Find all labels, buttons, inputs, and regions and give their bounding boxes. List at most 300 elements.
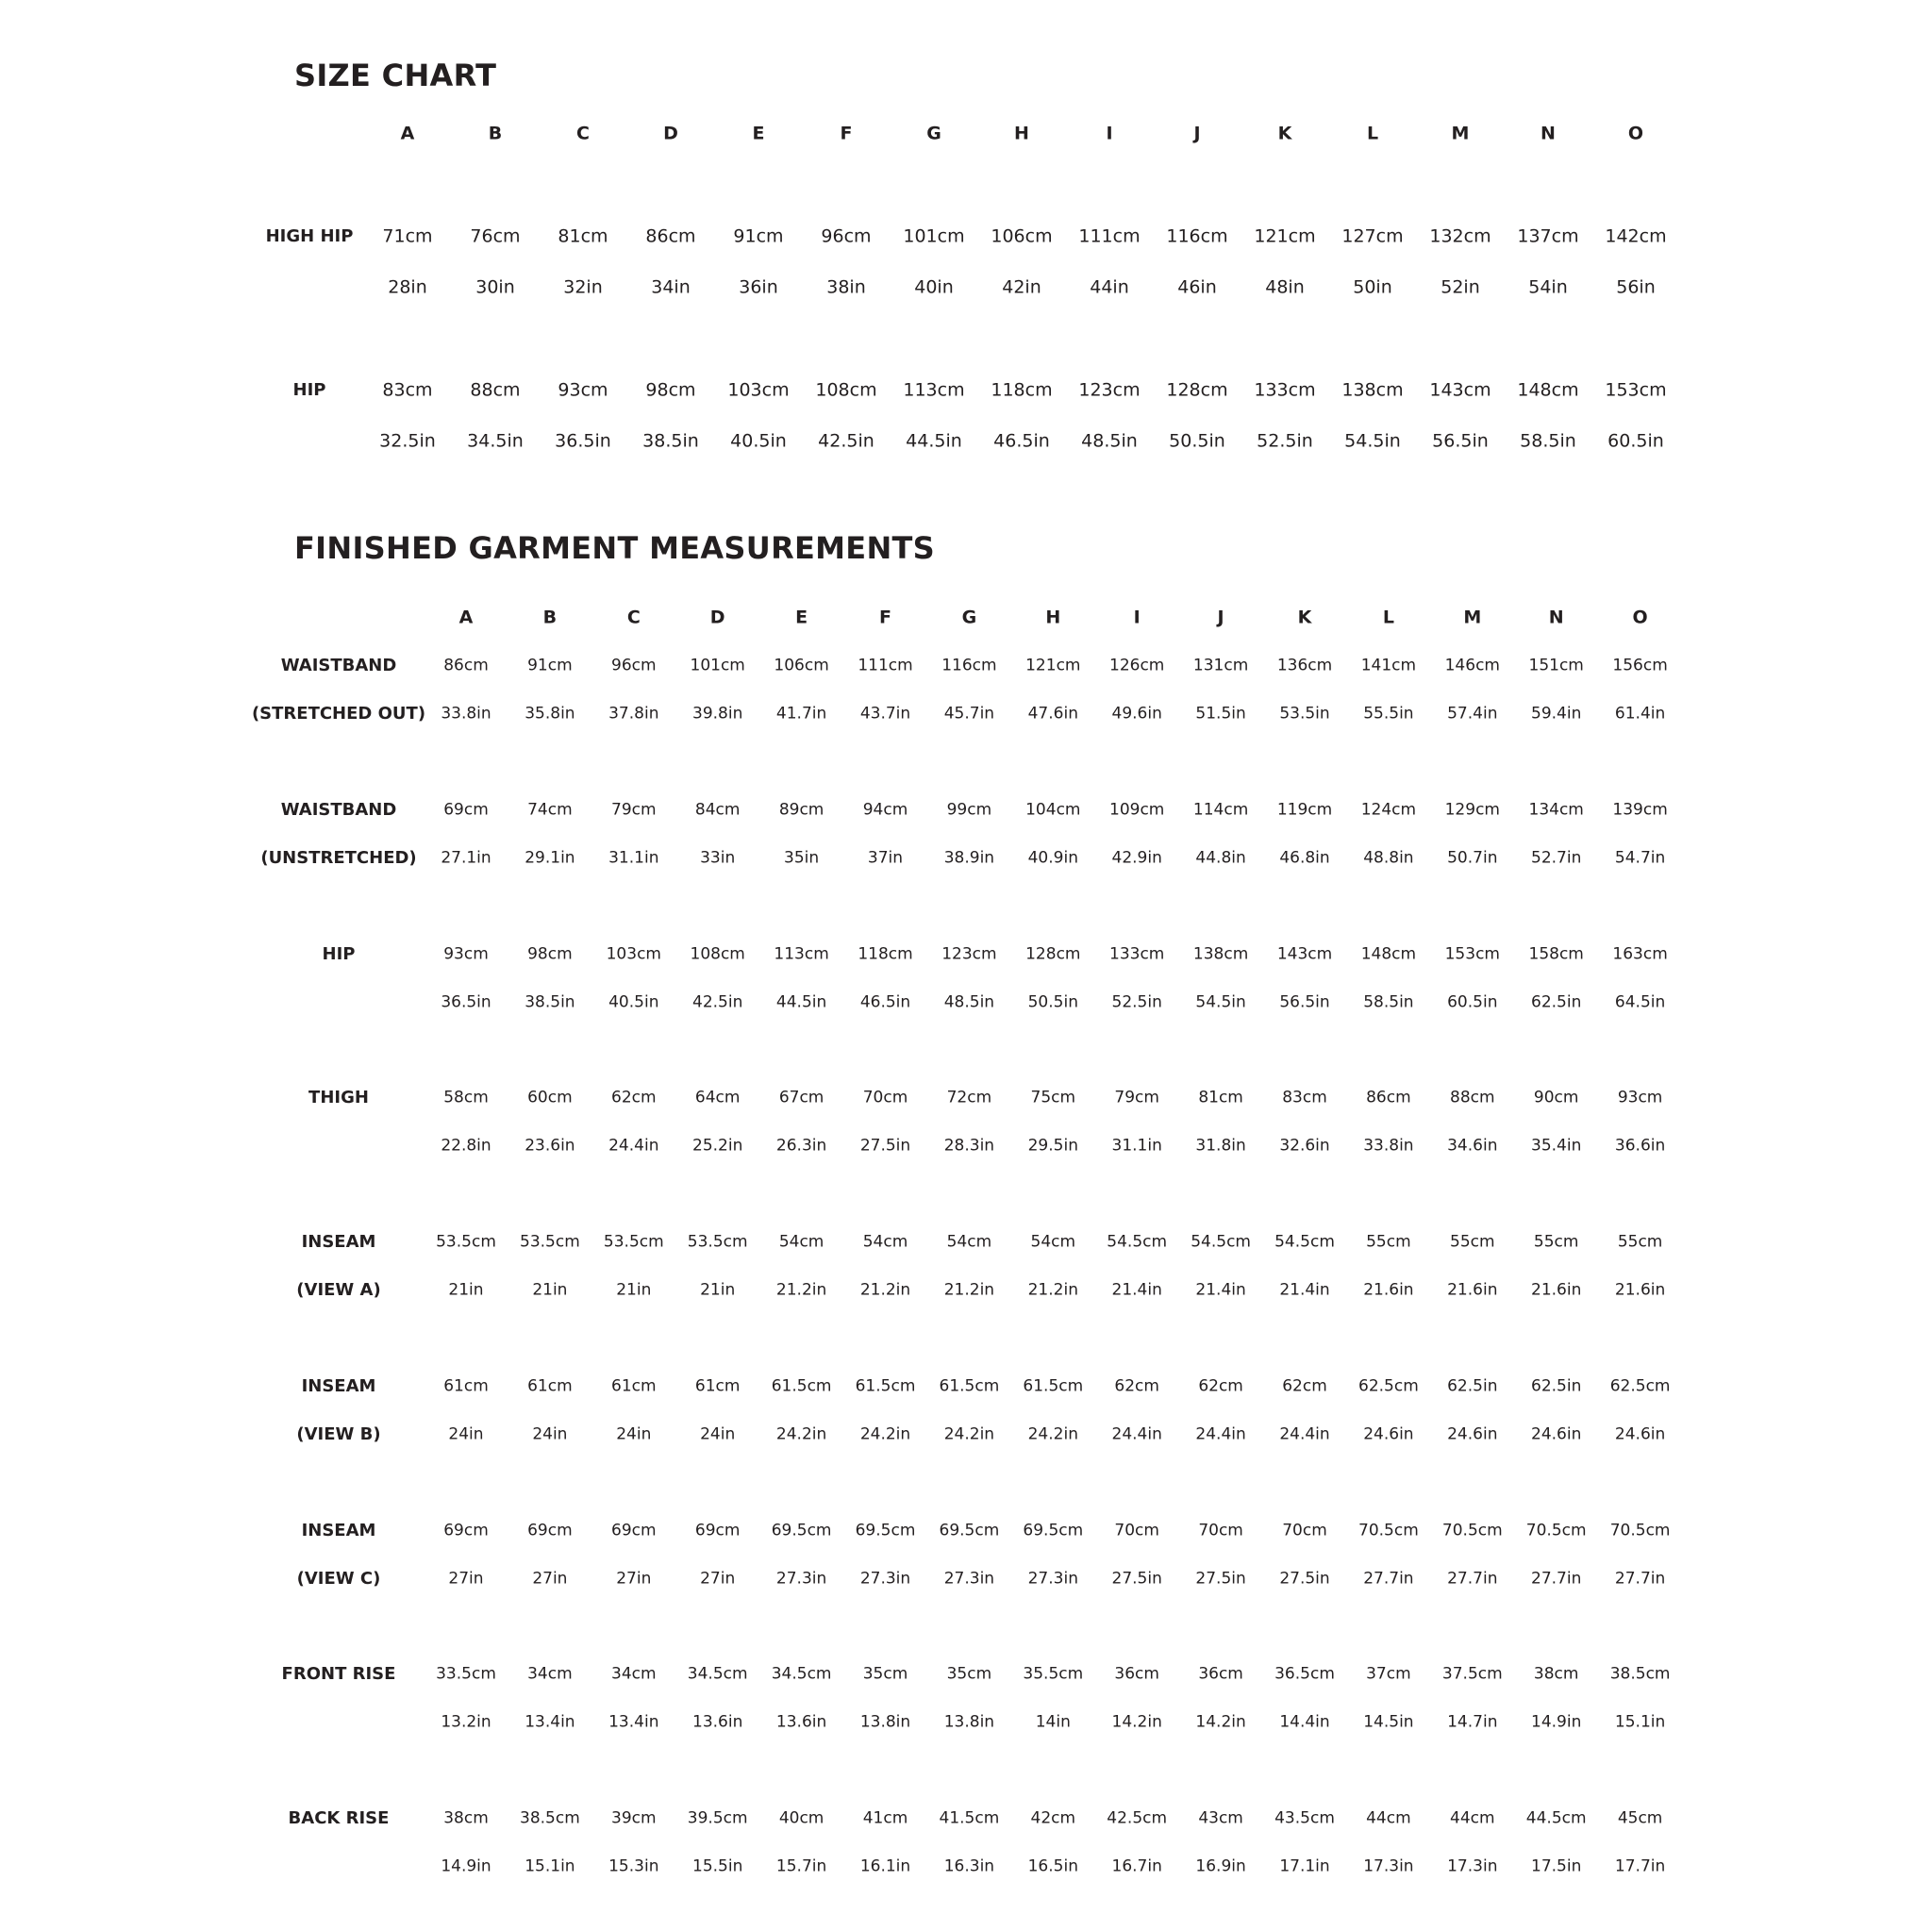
in-value: 29.1in — [525, 848, 575, 868]
in-value: 35.4in — [1531, 1136, 1582, 1156]
cm-value: 62cm — [611, 1088, 657, 1107]
cm-value: 98cm — [645, 379, 696, 401]
in-value: 13.8in — [859, 1712, 911, 1732]
in-value: 57.4in — [1447, 704, 1498, 724]
in-value: 60.5in — [1447, 992, 1498, 1011]
in-value: 36.5in — [441, 992, 491, 1011]
in-value: 27.7in — [1447, 1569, 1498, 1588]
in-value: 24.4in — [608, 1136, 659, 1156]
size-header: O — [1632, 607, 1648, 628]
in-value: 61.4in — [1614, 704, 1666, 724]
size-header: B — [488, 123, 503, 144]
in-value: 34in — [651, 276, 691, 298]
size-header: E — [752, 123, 765, 144]
in-value: 21.6in — [1614, 1280, 1666, 1300]
in-value: 17.1in — [1279, 1856, 1330, 1876]
in-value: 46.5in — [993, 430, 1050, 452]
cm-value: 96cm — [821, 225, 872, 247]
cm-value: 143cm — [1276, 944, 1333, 963]
cm-value: 138cm — [1192, 944, 1249, 963]
in-value: 26.3in — [775, 1136, 827, 1156]
size-header: D — [709, 607, 725, 628]
in-value: 39.8in — [692, 704, 743, 724]
cm-value: 36.5cm — [1274, 1664, 1335, 1684]
size-header: N — [1541, 123, 1556, 144]
cm-value: 53.5cm — [436, 1232, 496, 1252]
in-value: 49.6in — [1111, 704, 1162, 724]
in-value: 27.5in — [1195, 1569, 1246, 1588]
in-value: 24.6in — [1614, 1424, 1666, 1444]
in-value: 42in — [1002, 276, 1041, 298]
cm-value: 133cm — [1109, 944, 1165, 963]
cm-value: 54cm — [862, 1232, 908, 1252]
in-value: 40.5in — [730, 430, 787, 452]
in-value: 40in — [914, 276, 954, 298]
in-value: 21in — [532, 1280, 568, 1300]
size-header: G — [926, 123, 941, 144]
size-header: K — [1297, 607, 1312, 628]
in-value: 21.6in — [1531, 1280, 1582, 1300]
size-header: A — [458, 607, 474, 628]
cm-value: 79cm — [611, 800, 657, 820]
in-value: 54.5in — [1344, 430, 1401, 452]
in-value: 24.6in — [1447, 1424, 1498, 1444]
cm-value: 106cm — [774, 656, 829, 675]
in-value: 27.7in — [1614, 1569, 1666, 1588]
row-label: HIP — [322, 943, 356, 964]
cm-value: 153cm — [1444, 944, 1500, 963]
in-value: 15.3in — [608, 1856, 659, 1876]
in-value: 56in — [1616, 276, 1656, 298]
cm-value: 116cm — [941, 656, 997, 675]
cm-value: 70cm — [862, 1088, 908, 1107]
in-value: 24in — [700, 1424, 736, 1444]
cm-value: 72cm — [946, 1088, 992, 1107]
in-value: 32.6in — [1279, 1136, 1330, 1156]
size-header: L — [1366, 123, 1379, 144]
in-value: 36.6in — [1614, 1136, 1666, 1156]
cm-value: 61cm — [694, 1376, 741, 1396]
in-value: 17.7in — [1614, 1856, 1666, 1876]
in-value: 21.2in — [775, 1280, 827, 1300]
cm-value: 61cm — [443, 1376, 489, 1396]
cm-value: 37.5cm — [1441, 1664, 1503, 1684]
cm-value: 69.5cm — [855, 1521, 916, 1540]
cm-value: 70.5cm — [1358, 1521, 1419, 1540]
cm-value: 81cm — [1198, 1088, 1243, 1107]
cm-value: 61.5cm — [1023, 1376, 1084, 1396]
in-value: 14.4in — [1279, 1712, 1330, 1732]
cm-value: 118cm — [991, 379, 1053, 401]
cm-value: 53.5cm — [520, 1232, 580, 1252]
cm-value: 104cm — [1025, 800, 1081, 820]
in-value: 14.2in — [1111, 1712, 1162, 1732]
in-value: 17.5in — [1531, 1856, 1582, 1876]
cm-value: 33.5cm — [436, 1664, 496, 1684]
cm-value: 101cm — [690, 656, 745, 675]
in-value: 16.1in — [859, 1856, 911, 1876]
cm-value: 62.5cm — [1358, 1376, 1419, 1396]
cm-value: 62.5in — [1531, 1376, 1582, 1396]
row-label: INSEAM — [301, 1375, 376, 1396]
in-value: 27.3in — [1027, 1569, 1078, 1588]
cm-value: 123cm — [941, 944, 997, 963]
cm-value: 43.5cm — [1274, 1808, 1335, 1828]
cm-value: 70cm — [1282, 1521, 1327, 1540]
in-value: 42.5in — [692, 992, 743, 1011]
cm-value: 133cm — [1254, 379, 1316, 401]
in-value: 21.2in — [1027, 1280, 1078, 1300]
cm-value: 143cm — [1429, 379, 1491, 401]
in-value: 32in — [563, 276, 603, 298]
cm-value: 111cm — [858, 656, 913, 675]
cm-value: 116cm — [1166, 225, 1228, 247]
cm-value: 69cm — [527, 1521, 573, 1540]
in-value: 14.9in — [441, 1856, 491, 1876]
row-label: FRONT RISE — [281, 1664, 396, 1685]
size-header: M — [1463, 607, 1482, 628]
cm-value: 69.5cm — [1023, 1521, 1084, 1540]
size-header: N — [1548, 607, 1564, 628]
cm-value: 36cm — [1198, 1664, 1243, 1684]
cm-value: 54cm — [778, 1232, 824, 1252]
in-value: 14.5in — [1363, 1712, 1414, 1732]
row-sublabel: (VIEW A) — [296, 1280, 381, 1300]
row-sublabel: (STRETCHED OUT) — [251, 704, 426, 724]
size-header: A — [400, 123, 415, 144]
cm-value: 132cm — [1429, 225, 1491, 247]
cm-value: 103cm — [606, 944, 661, 963]
cm-value: 34cm — [527, 1664, 573, 1684]
in-value: 27.1in — [441, 848, 491, 868]
row-sublabel: (VIEW B) — [296, 1423, 381, 1444]
in-value: 59.4in — [1531, 704, 1582, 724]
cm-value: 86cm — [645, 225, 696, 247]
cm-value: 41cm — [862, 1808, 908, 1828]
in-value: 44.5in — [775, 992, 827, 1011]
in-value: 24in — [532, 1424, 568, 1444]
cm-value: 146cm — [1444, 656, 1500, 675]
in-value: 50.5in — [1027, 992, 1078, 1011]
in-value: 27.5in — [1279, 1569, 1330, 1588]
cm-value: 44cm — [1450, 1808, 1495, 1828]
cm-value: 136cm — [1276, 656, 1333, 675]
in-value: 38.9in — [943, 848, 995, 868]
size-header: L — [1382, 607, 1394, 628]
size-header: B — [542, 607, 558, 628]
cm-value: 69cm — [443, 1521, 489, 1540]
in-value: 52.5in — [1257, 430, 1313, 452]
in-value: 24.4in — [1195, 1424, 1246, 1444]
cm-value: 35cm — [862, 1664, 908, 1684]
cm-value: 88cm — [470, 379, 521, 401]
in-value: 17.3in — [1447, 1856, 1498, 1876]
in-value: 16.9in — [1195, 1856, 1246, 1876]
in-value: 21.4in — [1279, 1280, 1330, 1300]
size-header: I — [1133, 607, 1141, 628]
cm-value: 62cm — [1114, 1376, 1159, 1396]
cm-value: 37cm — [1366, 1664, 1411, 1684]
in-value: 27.5in — [1111, 1569, 1162, 1588]
in-value: 55.5in — [1363, 704, 1414, 724]
in-value: 44in — [1090, 276, 1129, 298]
in-value: 21.4in — [1195, 1280, 1246, 1300]
in-value: 14.9in — [1531, 1712, 1582, 1732]
in-value: 35in — [784, 848, 820, 868]
cm-value: 67cm — [778, 1088, 824, 1107]
cm-value: 55cm — [1533, 1232, 1579, 1252]
cm-value: 70cm — [1114, 1521, 1159, 1540]
in-value: 34.6in — [1447, 1136, 1498, 1156]
cm-value: 69cm — [694, 1521, 741, 1540]
in-value: 15.1in — [525, 1856, 575, 1876]
in-value: 56.5in — [1432, 430, 1489, 452]
in-value: 42.9in — [1111, 848, 1162, 868]
in-value: 16.7in — [1111, 1856, 1162, 1876]
row-label: BACK RISE — [288, 1808, 390, 1828]
cm-value: 35cm — [946, 1664, 992, 1684]
cm-value: 60cm — [527, 1088, 573, 1107]
cm-value: 124cm — [1360, 800, 1417, 820]
cm-value: 75cm — [1030, 1088, 1076, 1107]
cm-value: 88cm — [1450, 1088, 1495, 1107]
cm-value: 54cm — [1030, 1232, 1076, 1252]
cm-value: 62cm — [1282, 1376, 1327, 1396]
cm-value: 54.5cm — [1274, 1232, 1335, 1252]
in-value: 31.1in — [1111, 1136, 1162, 1156]
in-value: 28.3in — [943, 1136, 995, 1156]
cm-value: 61.5cm — [855, 1376, 916, 1396]
in-value: 13.4in — [608, 1712, 659, 1732]
in-value: 50.5in — [1169, 430, 1225, 452]
cm-value: 93cm — [1617, 1088, 1663, 1107]
in-value: 30in — [475, 276, 515, 298]
cm-value: 69cm — [443, 800, 489, 820]
cm-value: 45cm — [1617, 1808, 1663, 1828]
in-value: 32.5in — [379, 430, 436, 452]
in-value: 50in — [1353, 276, 1392, 298]
in-value: 51.5in — [1195, 704, 1246, 724]
size-header: H — [1014, 123, 1029, 144]
cm-value: 113cm — [774, 944, 829, 963]
in-value: 21in — [616, 1280, 652, 1300]
cm-value: 55cm — [1366, 1232, 1411, 1252]
in-value: 41.7in — [775, 704, 827, 724]
cm-value: 53.5cm — [687, 1232, 748, 1252]
in-value: 37.8in — [608, 704, 659, 724]
cm-value: 111cm — [1078, 225, 1141, 247]
cm-value: 106cm — [991, 225, 1053, 247]
cm-value: 103cm — [727, 379, 790, 401]
cm-value: 74cm — [527, 800, 573, 820]
in-value: 53.5in — [1279, 704, 1330, 724]
cm-value: 43cm — [1198, 1808, 1243, 1828]
in-value: 60.5in — [1607, 430, 1664, 452]
cm-value: 38.5cm — [1609, 1664, 1671, 1684]
in-value: 38.5in — [525, 992, 575, 1011]
in-value: 33in — [700, 848, 736, 868]
in-value: 48.8in — [1363, 848, 1414, 868]
in-value: 15.7in — [775, 1856, 827, 1876]
in-value: 45.7in — [943, 704, 995, 724]
in-value: 27.5in — [859, 1136, 911, 1156]
cm-value: 34cm — [611, 1664, 657, 1684]
cm-value: 62.5in — [1447, 1376, 1498, 1396]
cm-value: 86cm — [443, 656, 489, 675]
in-value: 21in — [448, 1280, 484, 1300]
cm-value: 83cm — [382, 379, 433, 401]
cm-value: 93cm — [558, 379, 608, 401]
cm-value: 126cm — [1109, 656, 1165, 675]
in-value: 16.3in — [943, 1856, 995, 1876]
in-value: 52.5in — [1111, 992, 1162, 1011]
row-label: INSEAM — [301, 1520, 376, 1540]
cm-value: 141cm — [1360, 656, 1417, 675]
cm-value: 98cm — [527, 944, 573, 963]
in-value: 34.5in — [467, 430, 524, 452]
cm-value: 76cm — [470, 225, 521, 247]
cm-value: 39.5cm — [687, 1808, 748, 1828]
in-value: 54.5in — [1195, 992, 1246, 1011]
in-value: 23.6in — [525, 1136, 575, 1156]
row-label: WAISTBAND — [280, 656, 397, 675]
size-header: J — [1217, 607, 1224, 628]
in-value: 46.8in — [1279, 848, 1330, 868]
cm-value: 90cm — [1533, 1088, 1579, 1107]
cm-value: 64cm — [694, 1088, 741, 1107]
in-value: 24.4in — [1111, 1424, 1162, 1444]
size-header: C — [626, 607, 641, 628]
in-value: 50.7in — [1447, 848, 1498, 868]
in-value: 24in — [448, 1424, 484, 1444]
cm-value: 39cm — [611, 1808, 657, 1828]
cm-value: 40cm — [778, 1808, 824, 1828]
size-header: F — [840, 123, 853, 144]
in-value: 22.8in — [441, 1136, 491, 1156]
cm-value: 134cm — [1528, 800, 1584, 820]
cm-value: 61cm — [611, 1376, 657, 1396]
in-value: 21.6in — [1363, 1280, 1414, 1300]
cm-value: 83cm — [1282, 1088, 1327, 1107]
cm-value: 148cm — [1517, 379, 1579, 401]
in-value: 14in — [1035, 1712, 1071, 1732]
cm-value: 119cm — [1276, 800, 1333, 820]
in-value: 21.2in — [859, 1280, 911, 1300]
cm-value: 55cm — [1450, 1232, 1495, 1252]
cm-value: 137cm — [1517, 225, 1579, 247]
in-value: 42.5in — [818, 430, 874, 452]
in-value: 24.2in — [1027, 1424, 1078, 1444]
size-header: E — [795, 607, 808, 628]
in-value: 24.2in — [859, 1424, 911, 1444]
in-value: 47.6in — [1027, 704, 1078, 724]
in-value: 35.8in — [525, 704, 575, 724]
cm-value: 54.5cm — [1107, 1232, 1168, 1252]
in-value: 38.5in — [642, 430, 699, 452]
in-value: 27in — [700, 1569, 736, 1588]
in-value: 21.6in — [1447, 1280, 1498, 1300]
in-value: 44.8in — [1195, 848, 1246, 868]
cm-value: 91cm — [733, 225, 784, 247]
in-value: 38in — [826, 276, 866, 298]
cm-value: 70.5cm — [1441, 1521, 1503, 1540]
cm-value: 138cm — [1341, 379, 1404, 401]
cm-value: 70.5cm — [1525, 1521, 1587, 1540]
cm-value: 38cm — [1533, 1664, 1579, 1684]
cm-value: 79cm — [1114, 1088, 1159, 1107]
cm-value: 54cm — [946, 1232, 992, 1252]
in-value: 21in — [700, 1280, 736, 1300]
in-value: 13.2in — [441, 1712, 491, 1732]
in-value: 29.5in — [1027, 1136, 1078, 1156]
in-value: 56.5in — [1279, 992, 1330, 1011]
in-value: 27.7in — [1531, 1569, 1582, 1588]
in-value: 46in — [1177, 276, 1217, 298]
in-value: 15.1in — [1614, 1712, 1666, 1732]
in-value: 21.4in — [1111, 1280, 1162, 1300]
cm-value: 99cm — [946, 800, 992, 820]
in-value: 58.5in — [1520, 430, 1576, 452]
cm-value: 108cm — [815, 379, 877, 401]
cm-value: 38.5cm — [520, 1808, 580, 1828]
cm-value: 114cm — [1192, 800, 1249, 820]
size-header: O — [1627, 123, 1644, 144]
size-header: D — [663, 123, 678, 144]
in-value: 24.4in — [1279, 1424, 1330, 1444]
cm-value: 69.5cm — [939, 1521, 1000, 1540]
in-value: 13.8in — [943, 1712, 995, 1732]
in-value: 27.3in — [943, 1569, 995, 1588]
cm-value: 44.5cm — [1525, 1808, 1587, 1828]
in-value: 27in — [532, 1569, 568, 1588]
in-value: 13.6in — [692, 1712, 743, 1732]
cm-value: 128cm — [1166, 379, 1228, 401]
cm-value: 55cm — [1617, 1232, 1663, 1252]
in-value: 33.8in — [441, 704, 491, 724]
cm-value: 34.5cm — [771, 1664, 832, 1684]
in-value: 64.5in — [1614, 992, 1666, 1011]
in-value: 43.7in — [859, 704, 911, 724]
cm-value: 148cm — [1360, 944, 1417, 963]
in-value: 52in — [1441, 276, 1480, 298]
in-value: 36in — [739, 276, 778, 298]
cm-value: 54.5cm — [1191, 1232, 1251, 1252]
in-value: 48.5in — [1081, 430, 1138, 452]
size-chart-title: SIZE CHART — [294, 58, 497, 93]
in-value: 14.2in — [1195, 1712, 1246, 1732]
cm-value: 89cm — [778, 800, 824, 820]
in-value: 46.5in — [859, 992, 911, 1011]
in-value: 27in — [616, 1569, 652, 1588]
size-header: J — [1193, 123, 1201, 144]
cm-value: 91cm — [527, 656, 573, 675]
cm-value: 151cm — [1528, 656, 1584, 675]
finished-garment-title: FINISHED GARMENT MEASUREMENTS — [294, 530, 936, 566]
cm-value: 108cm — [690, 944, 745, 963]
cm-value: 142cm — [1605, 225, 1667, 247]
in-value: 14.7in — [1447, 1712, 1498, 1732]
in-value: 48.5in — [943, 992, 995, 1011]
cm-value: 53.5cm — [603, 1232, 664, 1252]
cm-value: 70.5cm — [1609, 1521, 1671, 1540]
in-value: 24.6in — [1363, 1424, 1414, 1444]
in-value: 40.9in — [1027, 848, 1078, 868]
in-value: 13.6in — [775, 1712, 827, 1732]
cm-value: 36cm — [1114, 1664, 1159, 1684]
in-value: 44.5in — [906, 430, 962, 452]
in-value: 24.6in — [1531, 1424, 1582, 1444]
size-header: M — [1451, 123, 1470, 144]
